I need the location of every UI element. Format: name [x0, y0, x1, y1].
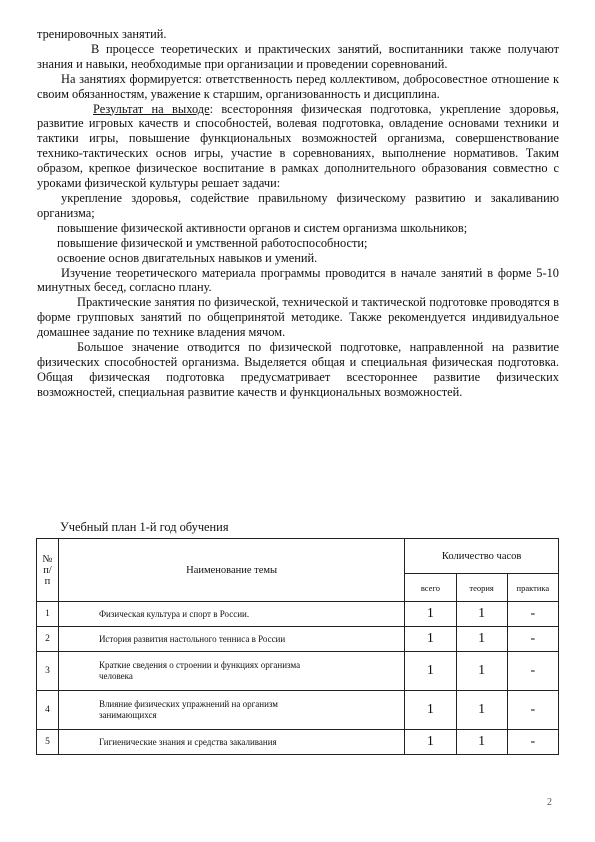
- list-item: повышение физической активности органов и систем организма школьников;: [57, 220, 468, 235]
- row-theory: 1: [456, 627, 507, 652]
- row-theory: 1: [456, 602, 507, 627]
- row-num: 5: [37, 730, 59, 755]
- row-name-text-cont: занимающихся: [98, 710, 157, 720]
- row-total: 1: [405, 652, 456, 691]
- body-text: [37, 27, 559, 400]
- row-name: [58, 627, 404, 652]
- table-row: [37, 602, 559, 627]
- row-theory: 1: [456, 652, 507, 691]
- table-row: [37, 652, 559, 691]
- row-num: 4: [37, 691, 59, 730]
- row-practice: -: [507, 730, 558, 755]
- curriculum-table: [36, 538, 559, 755]
- paragraph: тренировочных занятий.: [37, 27, 167, 41]
- row-num: 3: [37, 652, 59, 691]
- paragraph-results: [37, 102, 559, 191]
- list-item: повышение физической и умственной работоспособности;: [57, 235, 368, 250]
- paragraph: Изучение теоретического материала программы проводится в начале занятий в форме 5-10 минутных бесед, согласно плану.: [37, 265, 559, 295]
- row-practice: -: [507, 691, 558, 730]
- row-name: [58, 652, 404, 691]
- paragraph: В процессе теоретических и практических занятий, воспитанники также получают знания и навыки, необходимые при организации и проведении соревнований.: [37, 41, 559, 71]
- row-name-text: Краткие сведения о строении и функциях организма: [98, 660, 301, 670]
- row-total: 1: [405, 602, 456, 627]
- row-theory: 1: [456, 691, 507, 730]
- row-total: 1: [405, 627, 456, 652]
- page-number: 2: [547, 797, 552, 808]
- row-num: 2: [37, 627, 59, 652]
- row-name-text: Гигиенические знания и средства закаливания: [98, 736, 277, 747]
- paragraph-text: : всесторонняя физическая подготовка, укрепление здоровья, развитие игровых качеств и способностей, волевая подготовка, овладение основами техники и тактики игры, повышение функциональных возможностей организма, совершенствование технико-тактических основ игры, участие в соревнованиях, выполнение нормативов. Таким образом, крепкое физическое воспитание в рамках дополнительного образования совместно с уроками физической культуры решает задачи:: [37, 101, 559, 191]
- underlined-heading: Результат на выходе: [93, 101, 210, 116]
- paragraph: Большое значение отводится по физической подготовке, направленной на развитие физических способностей организма. Выделяется общая и специальная физическая подготовка. Общая физическая подготовка предусматривает всестороннее развитие физических возможностей, специальная развитие качеств и функциональных возможностей.: [37, 340, 559, 399]
- row-total: 1: [405, 730, 456, 755]
- row-practice: -: [507, 652, 558, 691]
- row-num: 1: [37, 602, 59, 627]
- table-row: [37, 691, 559, 730]
- row-practice: -: [507, 627, 558, 652]
- row-total: 1: [405, 691, 456, 730]
- row-name: [58, 602, 404, 627]
- row-name-text: История развития настольного тенниса в России: [98, 633, 286, 644]
- list-item: укрепление здоровья, содействие правильному физическому развитию и закаливанию организма;: [37, 190, 559, 220]
- row-theory: 1: [456, 730, 507, 755]
- header-name: Наименование темы: [58, 539, 404, 602]
- row-name: [58, 730, 404, 755]
- row-name-text: Физическая культура и спорт в России.: [98, 608, 250, 619]
- header-num: № п/п: [37, 539, 59, 602]
- row-name-text-cont: человека: [98, 671, 133, 681]
- paragraph: Практические занятия по физической, технической и тактической подготовке проводятся в форме групповых занятий по общепринятой методике. Также рекомендуется индивидуальное домашнее задание по технике владения мячом.: [37, 295, 559, 340]
- table-row: [37, 730, 559, 755]
- paragraph: На занятиях формируется: ответственность перед коллективом, добросовестное отношение к своим обязанностям, уважение к старшим, организованность и дисциплина.: [37, 71, 559, 101]
- table-row: [37, 627, 559, 652]
- header-practice: практика: [507, 574, 558, 602]
- header-total: всего: [405, 574, 456, 602]
- row-practice: -: [507, 602, 558, 627]
- plan-title: Учебный план 1-й год обучения: [60, 520, 229, 534]
- table-header-row: [37, 539, 559, 574]
- row-name-text: Влияние физических упражнений на организм: [98, 699, 279, 709]
- row-name: [58, 691, 404, 730]
- header-hours: Количество часов: [405, 539, 559, 574]
- list-item: освоение основ двигательных навыков и умений.: [57, 250, 318, 265]
- header-theory: теория: [456, 574, 507, 602]
